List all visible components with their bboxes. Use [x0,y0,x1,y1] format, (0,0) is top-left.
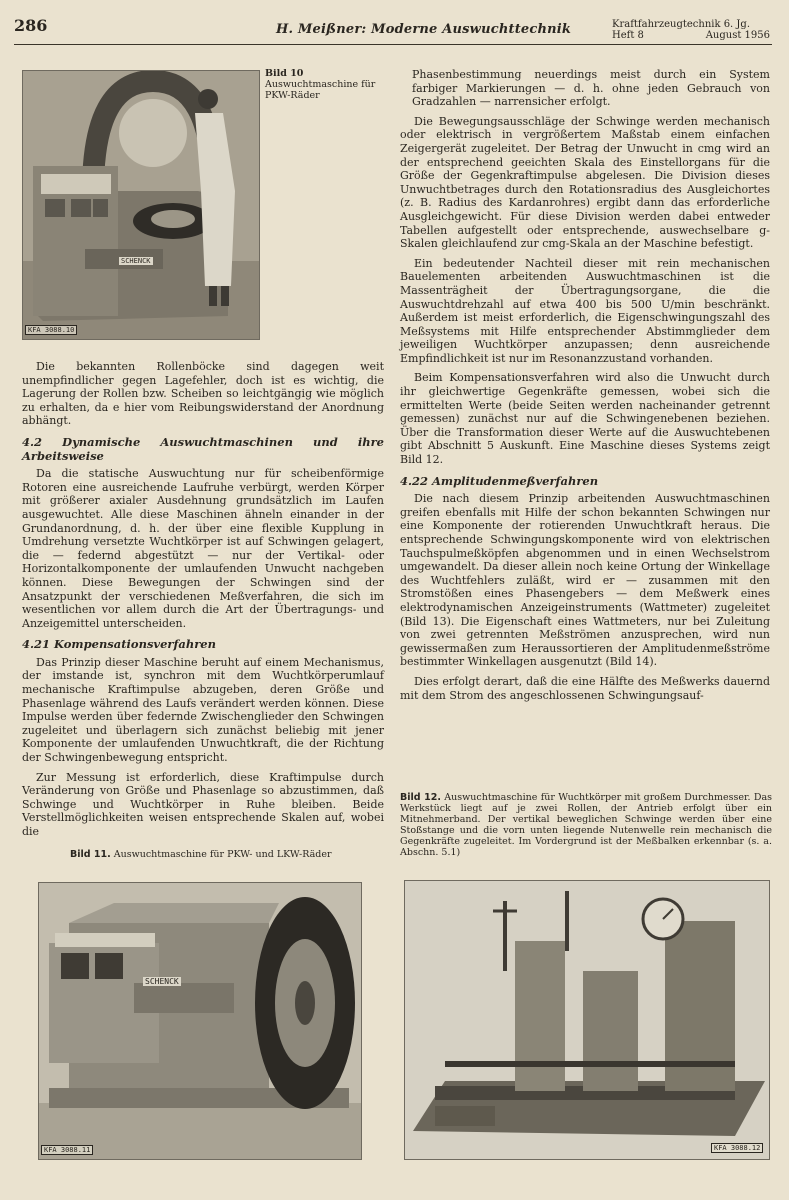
fig12-photo [404,880,770,1160]
fig12-label: Bild 12. [400,792,441,803]
header-rule [14,44,772,45]
fig11-caption [70,849,390,860]
fig12-tag: KFA 3088.12 [711,1143,763,1153]
fig11-tag: KFA 3088.11 [41,1145,93,1155]
page-number: 286 [14,16,48,35]
right-column [400,68,770,702]
right-paragraph-2: Ein bedeutender Nachteil dieser mit rein mechanischen Bauelementen arbeitenden Auswuchtmaschinen ist die Massenträgheit der Übertragungsorgane, die die Auswuchtdrehzahl auf etwa 400 bis 500 U/min beschränkt. Außerdem ist meist erforderlich, die Eigenschwingungszahl des Meßsystems mit Hilfe entsprechender Abstimmglieder dem jeweiligen Wuchtkörper anzupassen; denn ausreichende Empfindlichkeit ist nur im Resonanzzustand vorhanden. [400,256,770,365]
issue-line [612,30,770,41]
fig12-caption [400,792,772,858]
issue-number: Heft 8 [612,30,644,41]
journal-name: Kraftfahrzeugtechnik 6. Jg. [612,19,751,30]
fig11-label: Bild 11. [70,849,111,860]
section-heading-4-21: 4.21 Kompensationsverfahren [22,637,216,652]
fig10-label: Bild 10 [265,68,304,79]
left-paragraph-3: Das Prinzip dieser Maschine beruht auf einem Mechanismus, der imstande ist, synchron mit dem Wuchtkörperumlauf mechanische Kraftimpulse abzugeben, deren Größe und Phasenlage während des Laufs verändert werden können. Diese Impulse werden über federnde Zwischenglieder den Schwingen zugeleitet und überlagern sich zunächst beliebig mit jener Komponente der umlaufenden Unwuchtkraft, die der Richtung der Schwingenbewegung entspricht. [22,655,384,765]
left-paragraph-1: Die bekannten Rollenböcke sind dagegen weit unempfindlicher gegen Lagefehler, doch ist es wichtig, die Lagerung der Rollen bzw. Scheiben so leichtgängig wie möglich zu erhalten, da e hier vom Reibungswiderstand der Anordnung abhängt. [22,360,384,428]
fig12-text: Auswuchtmaschine für Wuchtkörper mit großem Durchmesser. Das Werkstück liegt auf je zwei Rollen, der Antrieb erfolgt über ein Mitnehmerband. Der vertikal beweglichen Schwinge werden über eine Stoßstange und die vorn unten liegende Nutenwelle rein mechanisch die Gegenkräfte zugeleitet. Im Vordergrund ist der Meßbalken erkennbar (s. a. Abschn. 5.1) [400,792,772,858]
fig10-brand-plate: SCHENCK [121,257,151,265]
left-paragraph-2: Da die statische Auswuchtung nur für scheibenförmige Rotoren eine ausreichende Laufruhe verbürgt, werden Körper mit größerer axialer Ausdehnung grundsätzlich im Laufen ausgewuchtet. Alle diese Maschinen ähneln einander in der Grundanordnung, d. h. der über eine flexible Kupplung in Umdrehung versetzte Wuchtkörper ist auf Schwingen gelagert, die — federnd abgestützt — nur der Vertikal- oder Horizontalkomponente der umlaufenden Unwucht nachgeben können. Diese Bewegungen der Schwingen sind der Ansatzpunkt der verschiedenen Meßverfahren, die sich im wesentlichen vor allem durch die Art der Übertragungs- und Anzeigemittel unterscheiden. [22,467,384,630]
right-paragraph-4: Die nach diesem Prinzip arbeitenden Auswuchtmaschinen greifen ebenfalls mit Hilfe der schon bekannten Schwingen nur eine Komponente der rotierenden Unwuchtkraft heraus. Die entsprechende Schwingungskomponente wird von elektrischen Tauchspulmeßköpfen abgenommen und in einen Wechselstrom umgewandelt. Da dieser allein noch keine Ortung der Winkellage des Wuchtfehlers zuläßt, wird er — zusammen mit den Stromstößen eines Phasengebers — dem Meßwerk eines elektrodynamischen Anzeigeinstruments (Wattmeter) zugeleitet (Bild 13). Die Eigenschaft eines Wattmeters, nur bei Zuleitung von zwei getrennten Meßströmen anzusprechen, wird nun gewissermaßen zum Heraussortieren der Amplitudenmeßströme bestimmter Winkellagen ausgenutzt (Bild 14). [400,492,770,669]
left-paragraph-4: Zur Messung ist erforderlich, diese Kraftimpulse durch Veränderung von Größe und Phasenlage so abzustimmen, daß Schwinge und Wuchtkörper in Ruhe bleiben. Beide Verstellmöglichkeiten weisen entsprechende Skalen auf, wobei die [22,770,384,838]
fig10-machine-illustration [23,71,259,339]
right-paragraph-3: Beim Kompensationsverfahren wird also die Unwucht durch ihr gleichwertige Gegenkräfte gemessen, wobei sich die ermittelten Werte (beide Seiten werden nacheinander getrennt gemessen) zunächst nur auf die Schwingenebenen beziehen. Über die Transformation dieser Werte auf die Auswuchtebenen gibt Abschnitt 5 Auskunft. Eine Maschine dieses Systems zeigt Bild 12. [400,371,770,467]
fig10-caption [265,68,385,101]
left-column [22,360,384,839]
fig11-text: Auswuchtmaschine für PKW- und LKW-Räder [113,849,332,860]
fig12-machine-illustration [405,881,769,1159]
right-paragraph-0: Phasenbestimmung neuerdings meist durch ein System farbiger Markierungen — d. h. ohne jeden Gebrauch von Gradzahlen — narrensicher erfolgt. [412,68,770,109]
fig11-photo [38,882,362,1160]
issue-date: August 1956 [705,30,770,41]
journal-info [612,19,770,41]
fig11-brand-plate: SCHENCK [145,977,179,986]
section-heading-4-22: 4.22 Amplitudenmeßverfahren [400,473,599,488]
fig11-machine-illustration [39,883,361,1159]
right-paragraph-5: Dies erfolgt derart, daß die eine Hälfte des Meßwerks dauernd mit dem Strom des angeschlossenen Schwingungsauf- [400,674,770,702]
fig10-photo [22,70,260,340]
fig10-text: Auswuchtmaschine für PKW-Räder [265,79,376,101]
running-title: H. Meißner: Moderne Auswuchttechnik [276,22,572,37]
right-paragraph-1: Die Bewegungsausschläge der Schwinge werden mechanisch oder elektrisch in vergrößertem Maßstab einem einfachen Zeigergerät zugeleitet. Der Betrag der Unwucht in cmg wird an der entsprechend geeichten Skala des Einstellorgans für die Größe der Gegenkraftimpulse abgelesen. Die Division dieses Unwuchtbetrages durch den Rotationsradius des Ausgleichortes (z. B. Radius des Kardanrohres) ergibt dann das erforderliche Ausgleichgewicht. Für diese Division werden dabei entweder Tabellen aufgestellt oder entsprechende, auswechselbare g-Skalen gleichlaufend zur cmg-Skala an der Maschine befestigt. [400,114,770,251]
section-heading-4-2: 4.2 Dynamische Auswuchtmaschinen und ihre Arbeitsweise [22,434,384,463]
fig10-tag: KFA 3088.10 [25,325,77,335]
